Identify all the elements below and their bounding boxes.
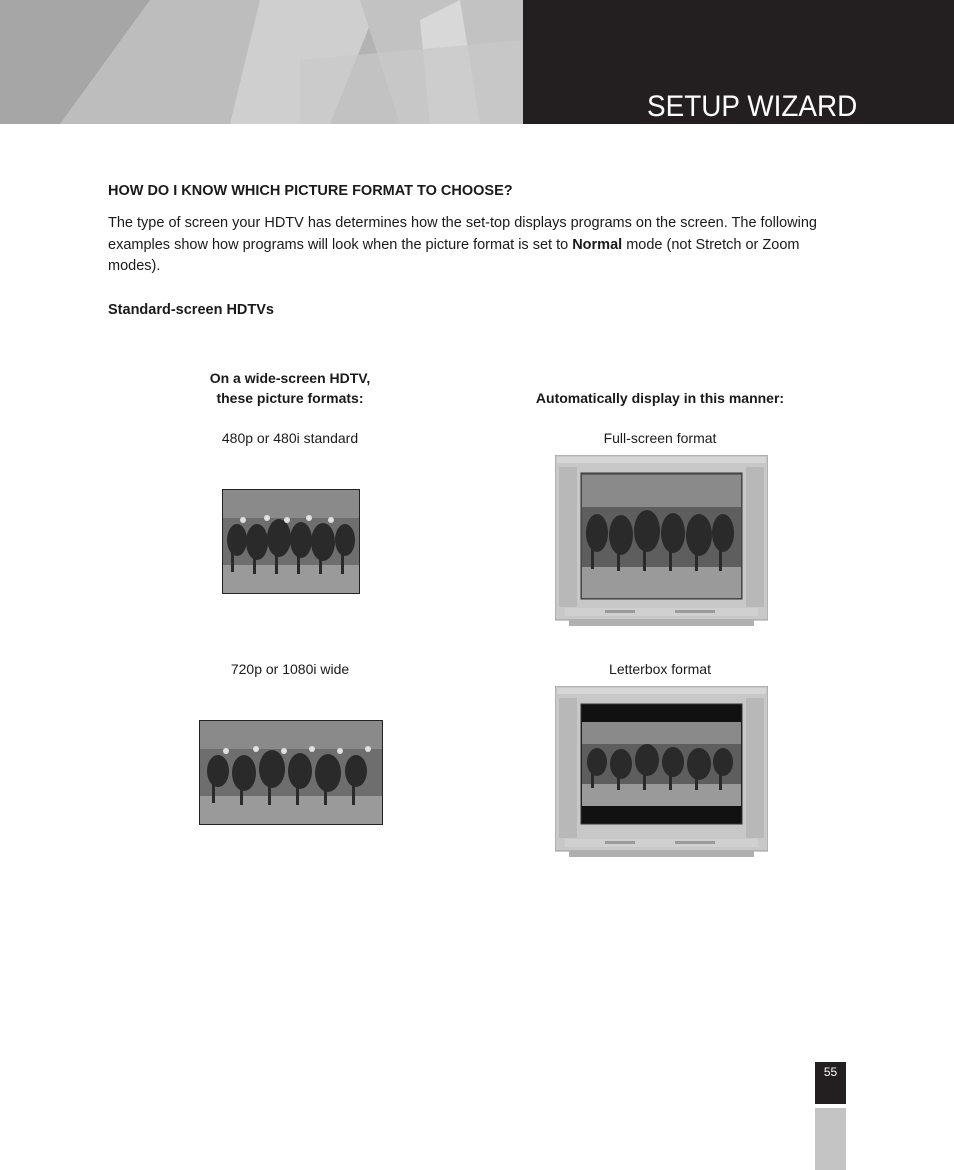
page-edge-tab [815, 1108, 846, 1170]
wide-format-photo [199, 720, 383, 825]
tv-letterbox [555, 686, 768, 858]
intro-bold-term: Normal [572, 236, 623, 253]
header-graphic [0, 0, 523, 124]
page-number-tab [815, 1062, 846, 1104]
left-column-header [160, 368, 420, 408]
header-bar [523, 0, 954, 124]
intro-text-start: The type of screen your HDTV has determines how the set-top displays programs on the screen. The following examples show how programs will look when the picture format is set to [108, 215, 817, 253]
intro-paragraph [108, 213, 820, 278]
example-source-caption: 720p or 1080i wide [230, 661, 350, 677]
page-number: 55 [823, 1065, 838, 1079]
standard-format-photo [222, 489, 360, 594]
left-column-header-line2: these picture formats: [216, 390, 364, 406]
example-source-caption: 480p or 480i standard [221, 430, 359, 446]
section-heading: HOW DO I KNOW WHICH PICTURE FORMAT TO CHOOSE? [108, 183, 513, 199]
example-result-caption: Full-screen format [603, 430, 717, 446]
example-result-caption: Letterbox format [609, 661, 711, 677]
left-column-header-line1: On a wide-screen HDTV, [209, 370, 371, 386]
right-column-header: Automatically display in this manner: [535, 390, 785, 406]
tv-full-screen [555, 455, 768, 627]
subheading: Standard-screen HDTVs [108, 302, 274, 318]
page-title: SETUP WIZARD [647, 90, 858, 123]
intro-text-end: mode (not Stretch or Zoom modes). [108, 236, 800, 274]
